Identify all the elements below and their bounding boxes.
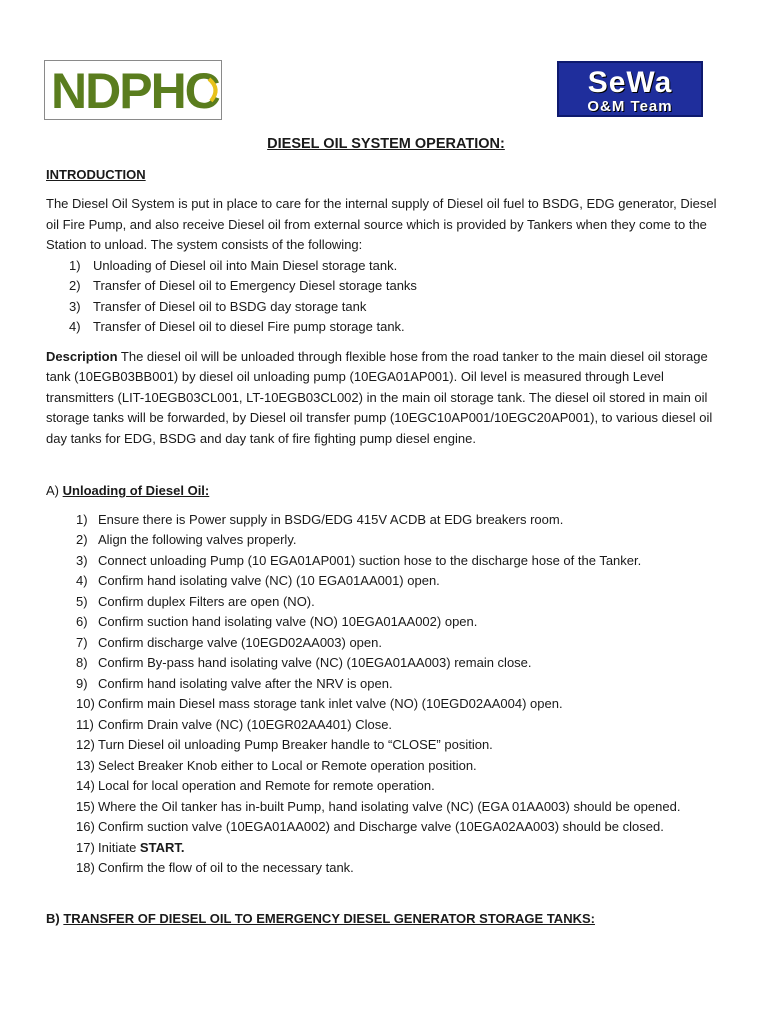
introduction-heading: INTRODUCTION [46, 166, 146, 182]
step-item-text: Where the Oil tanker has in-built Pump, hand isolating valve (NC) (EGA 01AA003) should be opened. [98, 798, 681, 814]
step-item-number: 6) [76, 614, 88, 629]
step-item [46, 756, 726, 777]
document-title: DIESEL OIL SYSTEM OPERATION: [267, 136, 505, 152]
ndphc-logo-text: NDPHC [51, 63, 219, 119]
step-item-text: Confirm discharge valve (10EGD02AA003) open. [98, 634, 382, 650]
step-item-text: Confirm suction valve (10EGA01AA002) and Discharge valve (10EGA02AA003) should be closed. [98, 819, 664, 834]
step-item-number: 7) [76, 634, 88, 650]
step-item-bold: START. [139, 839, 185, 855]
step-item-text: Local for local operation and Remote for remote operation. [98, 778, 435, 793]
intro-item-text: Transfer of Diesel oil to BSDG day storage tank [93, 298, 367, 314]
step-item [46, 592, 726, 613]
step-item-text: Select Breaker Knob either to Local or Remote operation position. [98, 757, 477, 773]
step-item-number: 16) [76, 819, 95, 834]
intro-item [46, 297, 726, 318]
intro-item-number: 4) [69, 319, 81, 334]
sewa-logo [557, 61, 703, 117]
step-item-number: 2) [76, 532, 88, 547]
intro-item-number: 3) [69, 298, 81, 314]
section-a-prefix: A) [46, 483, 63, 498]
step-item [46, 858, 726, 879]
intro-item-text: Unloading of Diesel oil into Main Diesel storage tank. [93, 257, 398, 273]
intro-item-number: 1) [69, 257, 81, 273]
step-item-text: Confirm Drain valve (NC) (10EGR02AA401) Close. [98, 716, 393, 732]
step-item-text: Confirm duplex Filters are open (NO). [98, 593, 315, 609]
step-item-number: 17) [76, 839, 95, 855]
section-a-title: Unloading of Diesel Oil: [62, 483, 210, 498]
step-item [46, 674, 726, 695]
step-item [46, 633, 726, 654]
step-item-number: 12) [76, 737, 95, 752]
step-item-number: 14) [76, 778, 95, 793]
section-b-prefix: B) [46, 910, 64, 926]
step-item [46, 571, 726, 592]
step-item-text: Confirm hand isolating valve (NC) (10 EGA01AA001) open. [98, 573, 440, 588]
step-item [46, 551, 726, 572]
section-b-title: TRANSFER OF DIESEL OIL TO EMERGENCY DIESEL GENERATOR STORAGE TANKS: [63, 910, 595, 926]
step-item-number: 11) [76, 716, 94, 732]
step-item-number: 1) [76, 511, 88, 527]
step-item-text: Initiate [98, 839, 140, 855]
step-item [46, 735, 726, 756]
step-item [46, 838, 726, 859]
description-label: Description [46, 348, 118, 364]
step-item-text: Confirm hand isolating valve after the NRV is open. [98, 675, 393, 691]
unloading-steps-list [46, 510, 726, 879]
step-item-text: Confirm the flow of oil to the necessary tank. [98, 860, 354, 875]
step-item-number: 9) [76, 675, 88, 691]
step-item-number: 10) [76, 696, 95, 711]
step-item-text: Confirm suction hand isolating valve (NO) 10EGA01AA002) open. [98, 614, 478, 629]
intro-item-text: Transfer of Diesel oil to diesel Fire pump storage tank. [93, 319, 405, 334]
step-item-text: Confirm By-pass hand isolating valve (NC) (10EGA01AA003) remain close. [98, 655, 532, 670]
intro-item-number: 2) [69, 278, 81, 293]
step-item [46, 817, 726, 838]
step-item-number: 18) [76, 860, 95, 875]
section-a-heading [46, 481, 726, 502]
sewa-logo-title: SeWa [587, 66, 673, 99]
document-body [46, 134, 726, 929]
step-item-number: 15) [76, 798, 95, 814]
introduction-paragraph: The Diesel Oil System is put in place to care for the internal supply of Diesel oil fuel to BSDG, EDG generator, Diesel oil Fire Pump, and also receive Diesel oil from external source which is provided by Tankers when they come to the Station to unload. The system consists of the following: [46, 196, 717, 252]
intro-item-text: Transfer of Diesel oil to Emergency Diesel storage tanks [93, 278, 417, 293]
step-item [46, 694, 726, 715]
step-item [46, 510, 726, 531]
sewa-logo-subtitle: O&M Team [587, 98, 673, 115]
step-item-number: 5) [76, 593, 88, 609]
logo-swoosh-icon [205, 75, 225, 105]
introduction-list [46, 256, 726, 338]
step-item-number: 4) [76, 573, 88, 588]
step-item [46, 776, 726, 797]
step-item-number: 8) [76, 655, 88, 670]
section-b-heading [46, 909, 726, 930]
step-item [46, 715, 726, 736]
step-item-text: Connect unloading Pump (10 EGA01AP001) suction hose to the discharge hose of the Tanker. [98, 552, 642, 568]
step-item [46, 797, 726, 818]
intro-item [46, 256, 726, 277]
intro-item [46, 317, 726, 338]
step-item-number: 3) [76, 552, 88, 568]
step-item-number: 13) [76, 757, 95, 773]
step-item-text: Ensure there is Power supply in BSDG/EDG 415V ACDB at EDG breakers room. [98, 511, 564, 527]
description-paragraph [46, 347, 726, 450]
description-text: The diesel oil will be unloaded through flexible hose from the road tanker to the main diesel oil storage tank (10EGB03BB001) by diesel oil unloading pump (10EGA01AP001). Oil level is measured through Level transmitters (LIT-10EGB03CL001, LT-10EGB03CL002) in the main oil storage tank. The diesel oil stored in main oil storage tanks will be forwarded, by Diesel oil transfer pump (10EGC10AP001/10EGC20AP001), to various diesel oil day tanks for EDG, BSDG and day tank of fire fighting pump diesel engine. [46, 348, 713, 446]
step-item [46, 653, 726, 674]
ndphc-logo [44, 60, 222, 120]
step-item [46, 612, 726, 633]
step-item [46, 530, 726, 551]
step-item-text: Align the following valves properly. [98, 532, 297, 547]
intro-item [46, 276, 726, 297]
step-item-text: Turn Diesel oil unloading Pump Breaker handle to “CLOSE” position. [98, 737, 493, 752]
step-item-text: Confirm main Diesel mass storage tank inlet valve (NO) (10EGD02AA004) open. [98, 696, 563, 711]
